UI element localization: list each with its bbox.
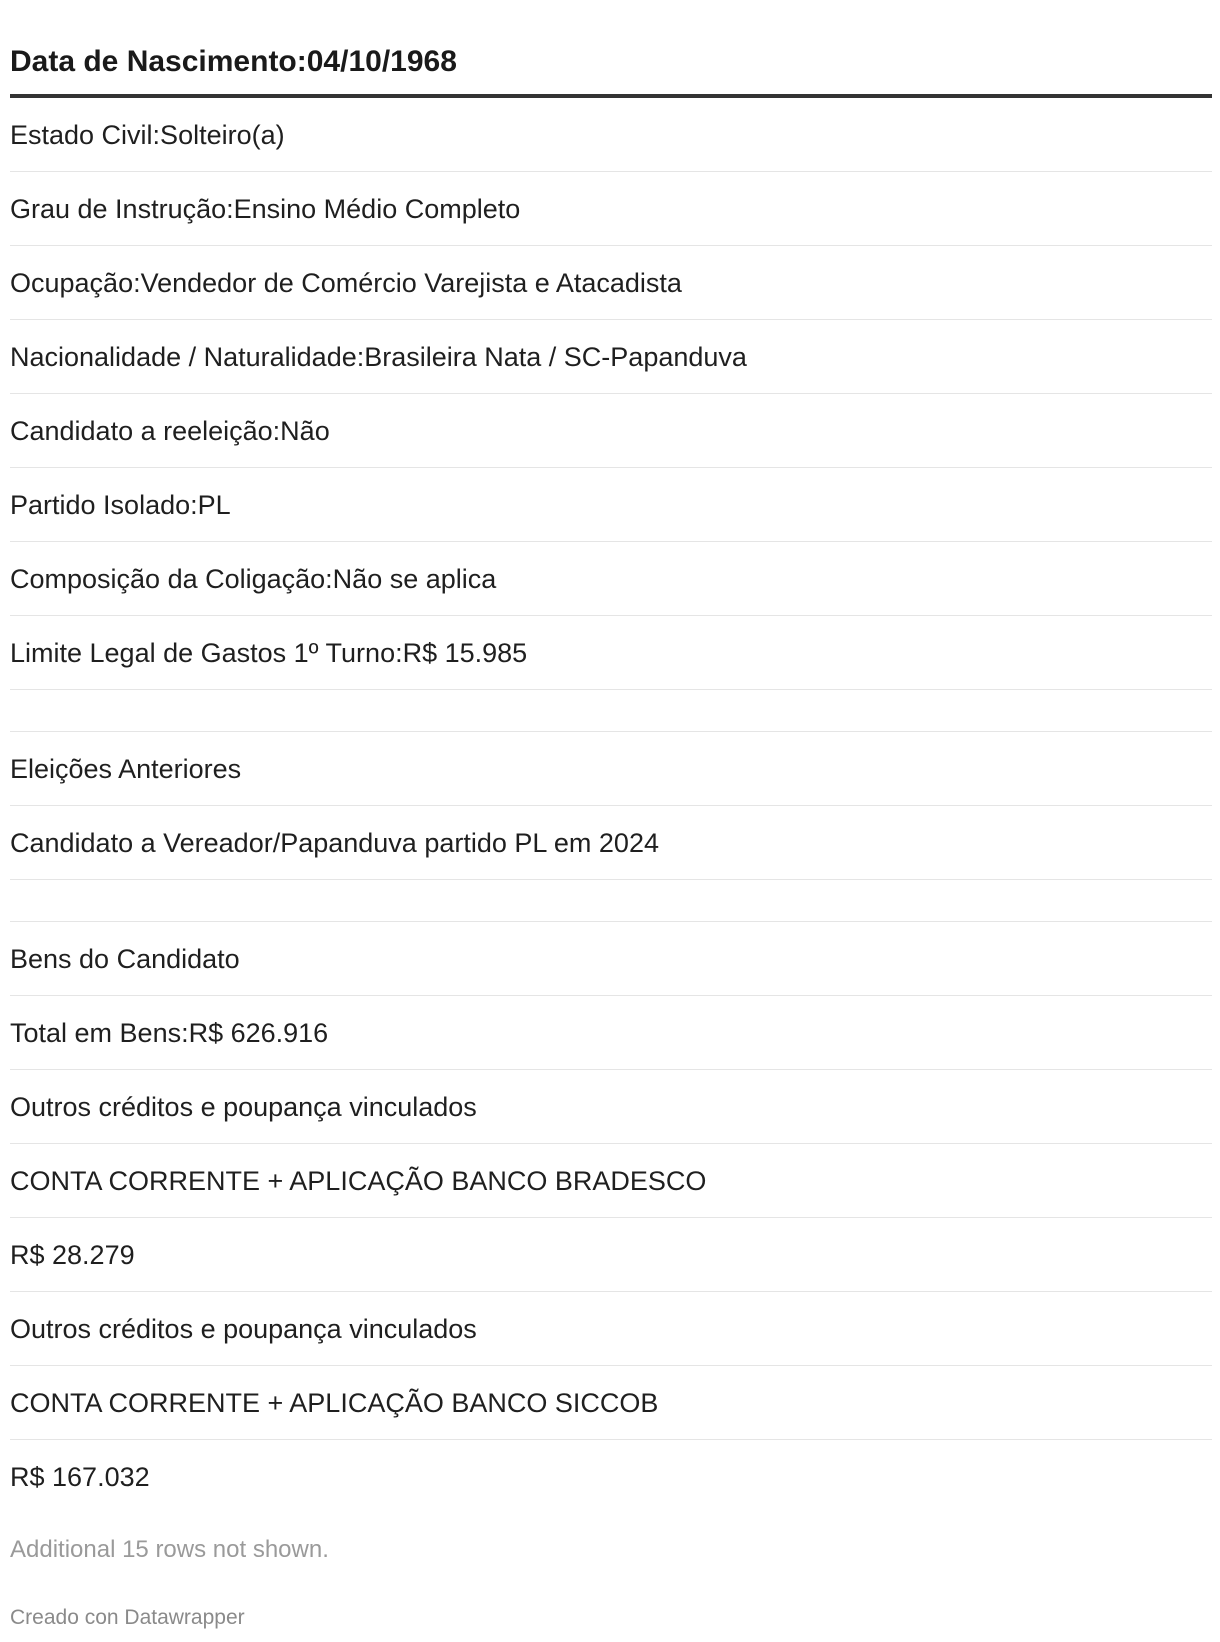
datawrapper-credit: Creado con Datawrapper bbox=[10, 1606, 245, 1629]
row-cell: Limite Legal de Gastos 1º Turno:R$ 15.985 bbox=[10, 637, 528, 668]
row-cell: CONTA CORRENTE + APLICAÇÃO BANCO BRADESCO bbox=[10, 1165, 707, 1196]
row-cell: Candidato a reeleição:Não bbox=[10, 415, 330, 446]
row-cell: Grau de Instrução:Ensino Médio Completo bbox=[10, 193, 521, 224]
header-label: Data de Nascimento:04/10/1968 bbox=[10, 45, 457, 78]
row-cell: Eleições Anteriores bbox=[10, 753, 242, 784]
table-header bbox=[10, 0, 1212, 98]
row-cell: CONTA CORRENTE + APLICAÇÃO BANCO SICCOB bbox=[10, 1387, 659, 1418]
table-row bbox=[10, 732, 1212, 806]
row-cell: Bens do Candidato bbox=[10, 943, 240, 974]
table-row-empty bbox=[10, 690, 1212, 732]
table-notes: Additional 15 rows not shown. bbox=[10, 1536, 329, 1563]
table-row bbox=[10, 468, 1212, 542]
row-cell: Outros créditos e poupança vinculados bbox=[10, 1313, 477, 1344]
table-row bbox=[10, 1070, 1212, 1144]
table-row bbox=[10, 320, 1212, 394]
row-cell: Candidato a Vereador/Papanduva partido PL em 2024 bbox=[10, 827, 659, 858]
data-table bbox=[10, 0, 1212, 1514]
row-cell: Partido Isolado:PL bbox=[10, 489, 231, 520]
row-cell: R$ 167.032 bbox=[10, 1462, 150, 1492]
table-row-empty bbox=[10, 880, 1212, 922]
table-row bbox=[10, 246, 1212, 320]
table-row bbox=[10, 806, 1212, 880]
table-row bbox=[10, 394, 1212, 468]
table-row bbox=[10, 1366, 1212, 1440]
table-row bbox=[10, 98, 1212, 172]
table-row bbox=[10, 996, 1212, 1070]
table-row bbox=[10, 1218, 1212, 1292]
table-row bbox=[10, 172, 1212, 246]
table-row bbox=[10, 1144, 1212, 1218]
table-row bbox=[10, 922, 1212, 996]
table-row bbox=[10, 616, 1212, 690]
row-cell: Nacionalidade / Naturalidade:Brasileira Nata / SC-Papanduva bbox=[10, 341, 747, 372]
row-cell: Ocupação:Vendedor de Comércio Varejista e Atacadista bbox=[10, 267, 682, 298]
table-row bbox=[10, 542, 1212, 616]
row-cell: Estado Civil:Solteiro(a) bbox=[10, 119, 285, 150]
table-row bbox=[10, 1440, 1212, 1514]
table-row bbox=[10, 1292, 1212, 1366]
row-cell: Composição da Coligação:Não se aplica bbox=[10, 563, 497, 594]
row-cell: R$ 28.279 bbox=[10, 1239, 135, 1270]
row-cell: Outros créditos e poupança vinculados bbox=[10, 1091, 477, 1122]
row-cell: Total em Bens:R$ 626.916 bbox=[10, 1017, 329, 1048]
